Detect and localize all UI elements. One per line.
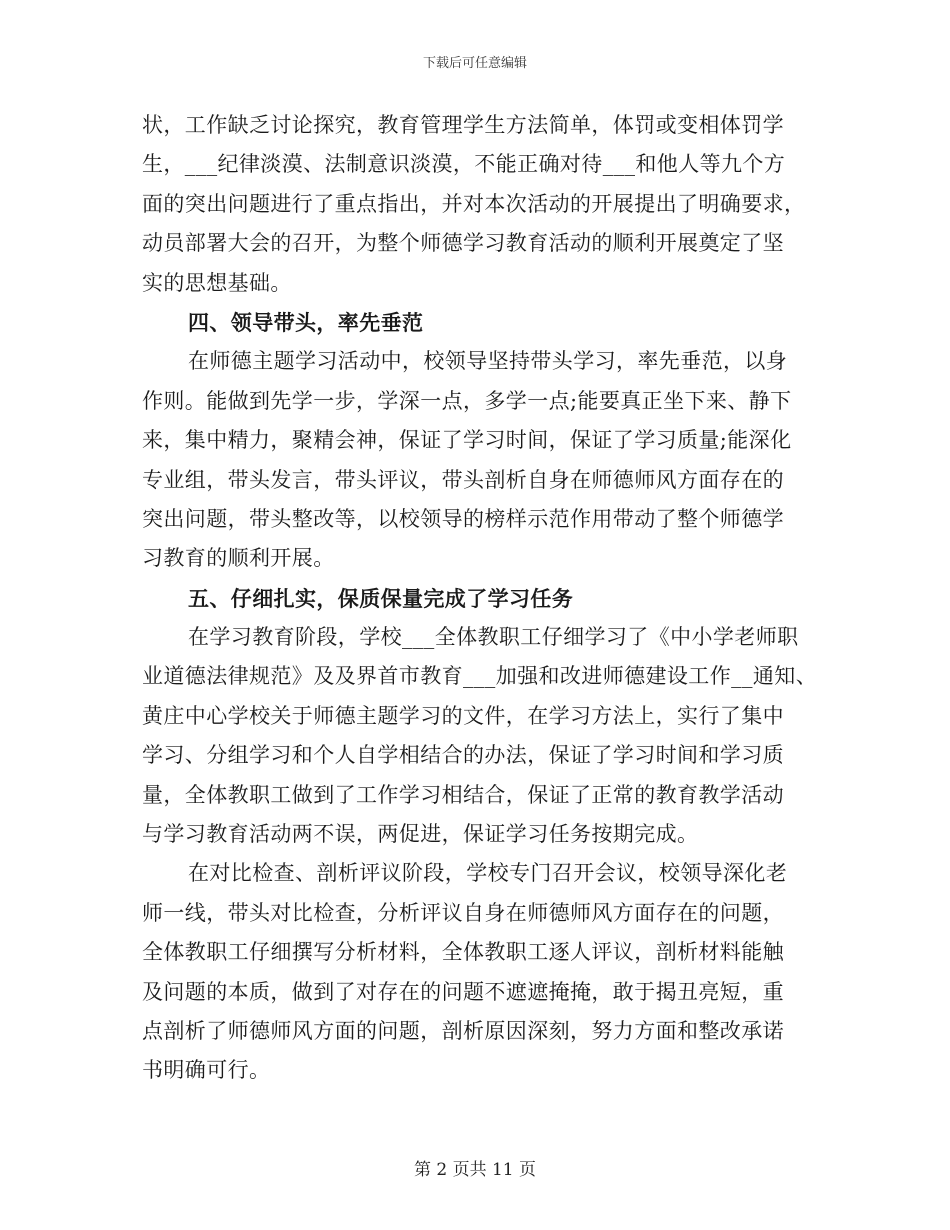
text-line: 黄庄中心学校关于师德主题学习的文件，在学习方法上，实行了集中 (142, 703, 784, 728)
text-line: 专业组，带头发言，带头评议，带头剖析自身在师德师风方面存在的 (142, 467, 784, 492)
text-line: 状，工作缺乏讨论探究，教育管理学生方法简单，体罚或变相体罚学 (142, 113, 784, 137)
paragraph (142, 112, 822, 309)
page-number: 第 2 页共 11 页 (413, 1160, 537, 1180)
text-line: 在师德主题学习活动中，校领导坚持带头学习，率先垂范，以身 (188, 349, 788, 374)
paragraph (142, 624, 822, 860)
heading-line: 五、仔细扎实，保质保量完成了学习任务 (188, 585, 574, 611)
text-line: 全体教职工仔细撰写分析材料，全体教职工逐人评议，剖析材料能触 (142, 940, 784, 965)
page-header: 下载后可任意编辑 (422, 56, 527, 71)
text-line: 业道德法律规范》及及界首市教育___加强和改进师德建设工作__通知、 (142, 664, 818, 689)
section-heading (142, 585, 822, 624)
text-line: 学习、分组学习和个人自学相结合的办法，保证了学习时间和学习质 (142, 743, 784, 768)
text-line: 面的突出问题进行了重点指出，并对本次活动的开展提出了明确要求， (142, 191, 806, 216)
text-line: 与学习教育活动两不误，两促进，保证学习任务按期完成。 (142, 822, 699, 847)
text-line: 在学习教育阶段，学校___全体教职工仔细学习了《中小学老师职 (188, 625, 799, 650)
document-body (142, 112, 822, 1097)
section-heading (142, 309, 822, 348)
text-line: 及问题的本质，做到了对存在的问题不遮遮掩掩，敢于揭丑亮短，重 (142, 979, 784, 1004)
text-line: 作则。能做到先学一步，学深一点，多学一点;能要真正坐下来、静下 (142, 388, 792, 413)
text-line: 动员部署大会的召开，为整个师德学习教育活动的顺利开展奠定了坚 (142, 231, 784, 256)
paragraph (142, 860, 822, 1096)
text-line: 在对比检查、剖析评议阶段，学校专门召开会议，校领导深化老 (188, 861, 788, 886)
paragraph (142, 348, 822, 584)
text-line: 点剖析了师德师风方面的问题，剖析原因深刻，努力方面和整改承诺 (142, 1018, 784, 1043)
text-line: 书明确可行。 (142, 1058, 271, 1083)
text-line: 突出问题，带头整改等，以校领导的榜样示范作用带动了整个师德学 (142, 506, 784, 531)
text-line: 量，全体教职工做到了工作学习相结合，保证了正常的教育教学活动 (142, 782, 784, 807)
text-line: 习教育的顺利开展。 (142, 546, 335, 571)
text-line: 师一线，带头对比检查，分析评议自身在师德师风方面存在的问题， (142, 900, 784, 925)
text-line: 来，集中精力，聚精会神，保证了学习时间，保证了学习质量;能深化 (142, 428, 792, 453)
text-line: 生，___纪律淡漠、法制意识淡漠，不能正确对待___和他人等九个方 (142, 152, 786, 177)
text-line: 实的思想基础。 (142, 270, 292, 295)
heading-line: 四、领导带头，率先垂范 (188, 309, 424, 335)
